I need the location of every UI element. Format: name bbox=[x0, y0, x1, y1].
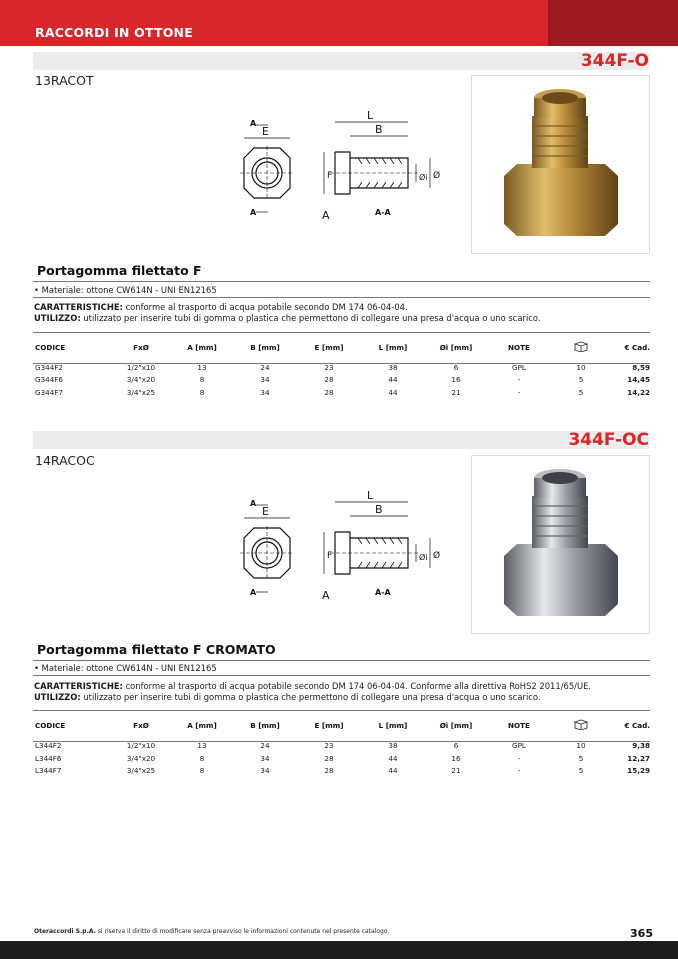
cell-l: 44 bbox=[388, 388, 398, 397]
cell-codice: G344F2 bbox=[35, 363, 63, 372]
cell-note: GPL bbox=[512, 741, 526, 750]
cell-a: 13 bbox=[197, 741, 207, 750]
drawing-label-a-side: A bbox=[322, 589, 330, 602]
product-title: Portagomma filettato F bbox=[37, 263, 202, 278]
th-a: A [mm] bbox=[187, 721, 217, 730]
cell-b: 34 bbox=[260, 388, 270, 397]
cell-l: 38 bbox=[388, 363, 398, 372]
caratteristiche-line: CARATTERISTICHE: conforme al trasporto di acqua potabile secondo DM 174 06-04-04. Conforme alla direttiva RoHS2 2011/65/UE. bbox=[34, 681, 592, 691]
sku-code: 14RACOC bbox=[35, 453, 95, 468]
cell-note: - bbox=[517, 754, 521, 763]
footer-bar bbox=[0, 941, 678, 959]
cell-codice: L344F6 bbox=[35, 754, 62, 763]
th-note: NOTE bbox=[508, 343, 530, 352]
header-bar-accent bbox=[548, 0, 678, 46]
cell-price: 9,38 bbox=[632, 741, 650, 750]
cell-l: 38 bbox=[388, 741, 398, 750]
drawing-label-a-bottom: A bbox=[250, 208, 257, 217]
cell-b: 34 bbox=[260, 766, 270, 775]
divider bbox=[33, 297, 650, 298]
cell-pack: 5 bbox=[578, 388, 584, 397]
cell-a: 8 bbox=[199, 375, 205, 384]
drawing-label-f: F bbox=[327, 171, 333, 181]
cell-codice: L344F7 bbox=[35, 766, 62, 775]
material-line: • Materiale: ottone CW614N - UNI EN12165 bbox=[34, 285, 217, 295]
cell-e: 28 bbox=[324, 388, 334, 397]
drawing-label-l: L bbox=[367, 489, 374, 502]
divider bbox=[33, 281, 650, 282]
cell-note: - bbox=[517, 766, 521, 775]
th-codice: CODICE bbox=[35, 721, 66, 730]
drawing-label-a-bottom: A bbox=[250, 588, 257, 597]
material-line: • Materiale: ottone CW614N - UNI EN12165 bbox=[34, 663, 217, 673]
cell-fx: 3/4"x25 bbox=[126, 766, 156, 775]
cell-price: 14,45 bbox=[627, 375, 650, 384]
drawing-label-o: Ø bbox=[433, 551, 441, 561]
cell-oi: 21 bbox=[451, 766, 461, 775]
cell-a: 8 bbox=[199, 388, 205, 397]
cell-a: 13 bbox=[197, 363, 207, 372]
table-row bbox=[33, 741, 650, 753]
cell-fx: 1/2"x10 bbox=[126, 363, 156, 372]
cell-b: 24 bbox=[260, 363, 270, 372]
divider bbox=[33, 660, 650, 661]
cell-b: 34 bbox=[260, 754, 270, 763]
cell-codice: G344F6 bbox=[35, 375, 63, 384]
cell-oi: 6 bbox=[453, 741, 459, 750]
page-category-title: RACCORDI IN OTTONE bbox=[35, 25, 193, 40]
table-row bbox=[33, 766, 650, 778]
cell-a: 8 bbox=[199, 766, 205, 775]
cell-l: 44 bbox=[388, 766, 398, 775]
cell-fx: 1/2"x10 bbox=[126, 741, 156, 750]
cell-e: 28 bbox=[324, 375, 334, 384]
product-photo bbox=[471, 455, 650, 634]
caratteristiche-line: CARATTERISTICHE: conforme al trasporto di acqua potabile secondo DM 174 06-04-04. bbox=[34, 302, 408, 312]
drawing-label-b: B bbox=[375, 123, 383, 136]
page-number: 365 bbox=[630, 927, 653, 940]
utilizzo-line: UTILIZZO: utilizzato per inserire tubi di gomma o plastica che permettono di collegare una presa d'acqua o uno scarico. bbox=[34, 692, 541, 702]
cell-l: 44 bbox=[388, 375, 398, 384]
product-code-band bbox=[33, 52, 649, 70]
cell-oi: 16 bbox=[451, 375, 461, 384]
th-price: € Cad. bbox=[624, 343, 650, 352]
drawing-label-b: B bbox=[375, 503, 383, 516]
box-icon bbox=[563, 340, 599, 354]
drawing-label-e: E bbox=[262, 505, 269, 518]
th-e: E [mm] bbox=[314, 721, 344, 730]
th-b: B [mm] bbox=[250, 343, 280, 352]
drawing-label-o: Ø bbox=[433, 171, 441, 181]
cell-a: 8 bbox=[199, 754, 205, 763]
cell-pack: 10 bbox=[576, 741, 586, 750]
drawing-label-f: F bbox=[327, 551, 333, 561]
table-header bbox=[33, 332, 650, 364]
th-l: L [mm] bbox=[378, 343, 408, 352]
box-icon bbox=[563, 718, 599, 732]
cell-price: 15,29 bbox=[627, 766, 650, 775]
drawing-label-oi: Øi bbox=[419, 173, 428, 182]
th-oi: Øi [mm] bbox=[439, 721, 473, 730]
table-row bbox=[33, 363, 650, 375]
cell-oi: 21 bbox=[451, 388, 461, 397]
cell-pack: 5 bbox=[578, 754, 584, 763]
table-header bbox=[33, 710, 650, 742]
product-title: Portagomma filettato F CROMATO bbox=[37, 642, 276, 657]
cell-price: 14,22 bbox=[627, 388, 650, 397]
product-code-band bbox=[33, 431, 649, 449]
drawing-label-e: E bbox=[262, 125, 269, 138]
cell-note: - bbox=[517, 375, 521, 384]
cell-b: 34 bbox=[260, 375, 270, 384]
drawing-label-a-side: A bbox=[322, 209, 330, 222]
th-oi: Øi [mm] bbox=[439, 343, 473, 352]
cell-oi: 6 bbox=[453, 363, 459, 372]
cell-oi: 16 bbox=[451, 754, 461, 763]
cell-note: - bbox=[517, 388, 521, 397]
cell-e: 23 bbox=[324, 363, 334, 372]
technical-drawing bbox=[230, 108, 460, 223]
th-l: L [mm] bbox=[378, 721, 408, 730]
th-b: B [mm] bbox=[250, 721, 280, 730]
drawing-label-aa: A-A bbox=[375, 588, 391, 597]
footer-notice: Oteraccordi S.p.A. si riserva il diritto di modificare senza preavviso le informazioni contenute nel presente catalogo. bbox=[34, 928, 390, 935]
cell-fx: 3/4"x25 bbox=[126, 388, 156, 397]
th-e: E [mm] bbox=[314, 343, 344, 352]
cell-l: 44 bbox=[388, 754, 398, 763]
th-codice: CODICE bbox=[35, 343, 66, 352]
drawing-label-a-top: A bbox=[250, 119, 257, 128]
cell-e: 28 bbox=[324, 754, 334, 763]
th-a: A [mm] bbox=[187, 343, 217, 352]
utilizzo-line: UTILIZZO: utilizzato per inserire tubi di gomma o plastica che permettono di collegare una presa d'acqua o uno scarico. bbox=[34, 313, 541, 323]
cell-pack: 10 bbox=[576, 363, 586, 372]
cell-fx: 3/4"x20 bbox=[126, 754, 156, 763]
cell-e: 28 bbox=[324, 766, 334, 775]
cell-codice: G344F7 bbox=[35, 388, 63, 397]
drawing-label-a-top: A bbox=[250, 499, 257, 508]
product-code: 344F-OC bbox=[568, 430, 649, 450]
cell-note: GPL bbox=[512, 363, 526, 372]
drawing-label-oi: Øi bbox=[419, 553, 428, 562]
th-fx: FxØ bbox=[133, 343, 149, 352]
cell-price: 12,27 bbox=[627, 754, 650, 763]
product-photo bbox=[471, 75, 650, 254]
cell-fx: 3/4"x20 bbox=[126, 375, 156, 384]
cell-pack: 5 bbox=[578, 766, 584, 775]
cell-codice: L344F2 bbox=[35, 741, 62, 750]
technical-drawing bbox=[230, 488, 460, 603]
product-code: 344F-O bbox=[580, 51, 649, 71]
th-fx: FxØ bbox=[133, 721, 149, 730]
table-row bbox=[33, 375, 650, 387]
drawing-label-aa: A-A bbox=[375, 208, 391, 217]
th-note: NOTE bbox=[508, 721, 530, 730]
divider bbox=[33, 675, 650, 676]
cell-pack: 5 bbox=[578, 375, 584, 384]
drawing-label-l: L bbox=[367, 109, 374, 122]
table-row bbox=[33, 754, 650, 766]
cell-price: 8,59 bbox=[632, 363, 650, 372]
cell-e: 23 bbox=[324, 741, 334, 750]
cell-b: 24 bbox=[260, 741, 270, 750]
table-row bbox=[33, 388, 650, 400]
sku-code: 13RACOT bbox=[35, 73, 94, 88]
th-price: € Cad. bbox=[624, 721, 650, 730]
